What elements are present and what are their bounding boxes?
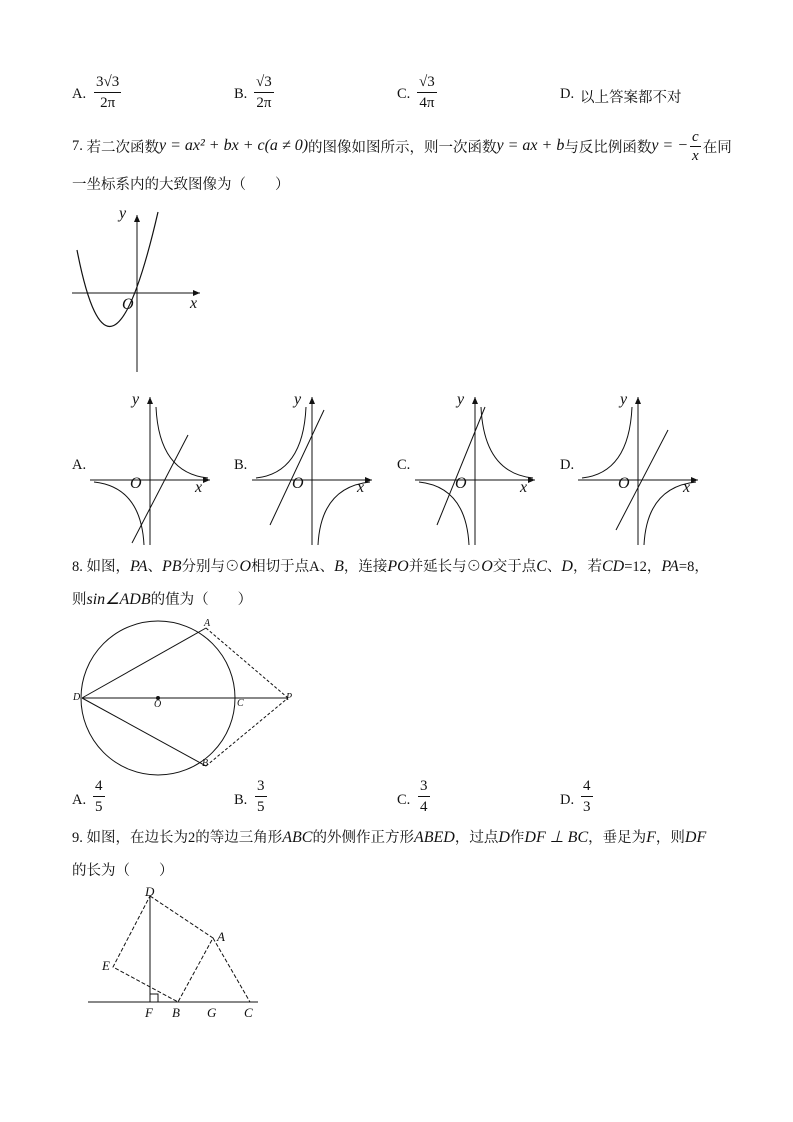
q7-text: 若二次函数: [86, 139, 159, 156]
axis-label-y: y: [132, 391, 140, 408]
origin-label: O: [618, 475, 630, 492]
axis-label-x: x: [195, 479, 203, 496]
line-ac: [213, 938, 250, 1002]
denominator: 4: [420, 799, 428, 815]
q7-number: 7.: [72, 137, 83, 154]
q6-option-a-label: A.: [72, 86, 87, 102]
point-label-p: P: [286, 692, 293, 703]
point-label-c: C: [237, 698, 244, 709]
numerator: √3: [254, 72, 274, 93]
q6-option-c-label: C.: [397, 86, 411, 102]
denominator: 3: [583, 799, 591, 815]
q9-question-line1: 9. 如图，在边长为2的等边三角形ABC的外侧作正方形ABED，过点D作DF ⊥ BC，垂足为F，则DF: [72, 829, 707, 846]
q8-option-b-label: B.: [234, 792, 248, 808]
numerator: c: [692, 128, 699, 145]
point-label-d: D: [145, 884, 155, 899]
point-label-g: G: [207, 1005, 217, 1020]
origin-label: O: [122, 296, 134, 313]
right-angle-mark: [150, 994, 158, 1002]
q7-math: y = ax + b: [496, 137, 565, 154]
q6-option-d-label: D.: [560, 86, 575, 102]
numerator: 4: [581, 776, 593, 797]
denominator: 5: [95, 799, 103, 815]
numerator: 3: [255, 776, 267, 797]
q6-option-b-label: B.: [234, 86, 248, 102]
numerator: 3: [418, 776, 430, 797]
q7-option-d-label: D.: [560, 457, 575, 473]
point-label-e: E: [102, 958, 110, 973]
numerator: 3√3: [94, 72, 121, 93]
numerator: 4: [93, 776, 105, 797]
q7-question-line2: 一坐标系内的大致图像为（ ）: [72, 177, 290, 193]
point-label-b: B: [202, 758, 209, 769]
q8-option-a-label: A.: [72, 792, 87, 808]
q7-math: y = ax² + bx + c(a ≠ 0): [159, 137, 309, 154]
square-abed: [113, 896, 213, 1002]
axis-label-y: y: [457, 391, 465, 408]
numerator: √3: [417, 72, 437, 93]
q8-option-c-label: C.: [397, 792, 411, 808]
point-label-a: A: [204, 618, 211, 629]
q7-math: y = −: [651, 137, 689, 154]
q9-question-line2: 的长为（ ）: [72, 863, 174, 879]
denominator: 5: [257, 799, 265, 815]
q7-text: 在同: [702, 139, 732, 156]
denominator: x: [692, 147, 699, 164]
axis-label-y: y: [620, 391, 628, 408]
point-label-d: D: [73, 692, 81, 703]
point-label-c: C: [244, 1005, 253, 1020]
point-label-b: B: [172, 1005, 180, 1020]
q7-option-b-label: B.: [234, 457, 248, 473]
point-label-o: O: [154, 699, 162, 710]
axis-label-y: y: [294, 391, 302, 408]
denominator: 2π: [256, 95, 272, 111]
axis-label-x: x: [683, 479, 691, 496]
q8-question-line1: 8. 如图，PA、PB分别与⊙O相切于点A、B，连接PO并延长与⊙O交于点C、D，若CD=12，PA=8，: [72, 558, 709, 575]
q7-option-a-label: A.: [72, 457, 87, 473]
axis-label-x: x: [357, 479, 365, 496]
denominator: 2π: [100, 95, 116, 111]
origin-label: O: [130, 475, 142, 492]
point-label-f: F: [145, 1005, 153, 1020]
axis-label-x: x: [190, 295, 198, 312]
point-label-a: A: [217, 929, 225, 944]
q8-question-line2: 则sin∠ADB的值为（ ）: [72, 591, 253, 608]
axis-label-x: x: [520, 479, 528, 496]
axis-label-y: y: [119, 205, 127, 222]
q7-text: 与反比例函数: [564, 139, 652, 156]
origin-label: O: [292, 475, 304, 492]
origin-label: O: [455, 475, 467, 492]
q7-option-c-label: C.: [397, 457, 411, 473]
q8-option-d-label: D.: [560, 792, 575, 808]
q7-text: 的图像如图所示，则一次函数: [308, 139, 497, 156]
q6-option-d-text: 以上答案都不对: [580, 90, 682, 106]
denominator: 4π: [419, 95, 435, 111]
